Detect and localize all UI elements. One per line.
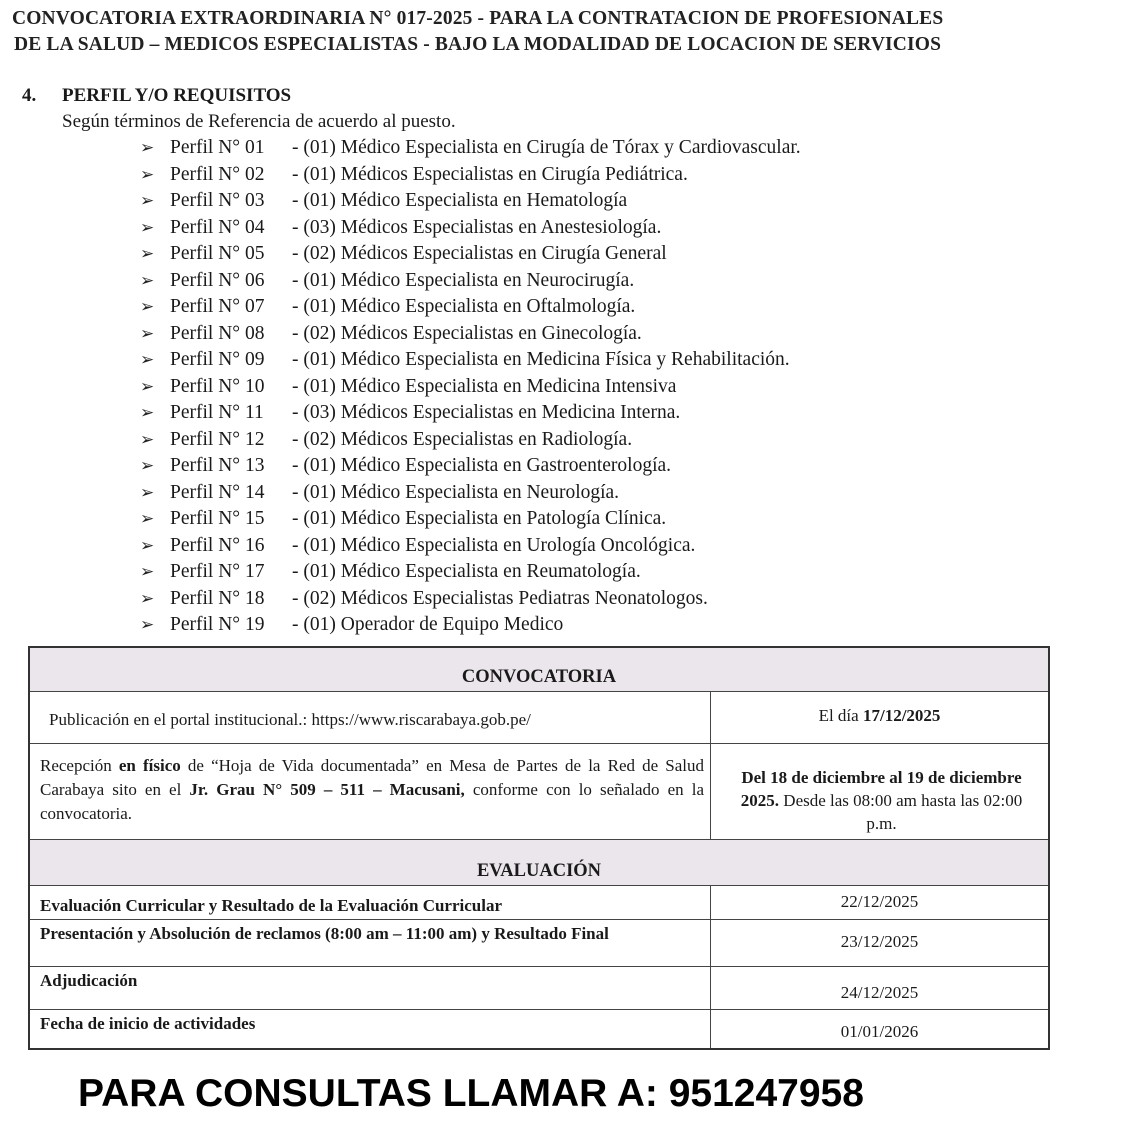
profile-number: Perfil N° 07	[170, 296, 265, 317]
evaluacion-header-label: EVALUACIÓN	[476, 861, 602, 881]
profile-text: - (01) Médico Especialista en Patología Clínica.	[292, 508, 667, 529]
recepcion-text-5: conforme con lo señalado en la convocatoria.	[40, 780, 704, 823]
table-row	[30, 886, 1048, 920]
publicacion-date-cell	[711, 692, 1048, 743]
profile-text: - (01) Médicos Especialistas en Cirugía Pediátrica.	[292, 163, 688, 185]
arrow-bullet-icon: ➢	[140, 482, 155, 503]
arrow-bullet-icon: ➢	[140, 217, 155, 238]
profile-number: Perfil N° 15	[170, 508, 265, 529]
evaluacion-label: Adjudicación	[30, 967, 711, 1009]
list-item	[140, 374, 801, 401]
profile-number: Perfil N° 16	[170, 534, 265, 556]
list-item	[140, 480, 801, 507]
profile-text: - (02) Médicos Especialistas en Cirugía General	[292, 243, 667, 264]
recepcion-address: Jr. Grau N° 509 – 511 – Macusani,	[189, 780, 465, 799]
table-row	[30, 920, 1048, 967]
profile-text: - (01) Médico Especialista en Medicina Intensiva	[292, 375, 677, 397]
recepcion-date-cell	[711, 744, 1048, 839]
publicacion-date: 17/12/2025	[862, 706, 941, 725]
arrow-bullet-icon: ➢	[140, 509, 155, 529]
profile-text: - (02) Médicos Especialistas Pediatras Neonatologos.	[292, 587, 708, 609]
list-item	[140, 453, 801, 480]
profile-number: Perfil N° 03	[170, 190, 265, 211]
profile-number: Perfil N° 05	[170, 243, 265, 264]
arrow-bullet-icon: ➢	[140, 138, 155, 158]
section-heading	[22, 85, 291, 107]
convocatoria-header-label: CONVOCATORIA	[461, 667, 617, 687]
profile-number: Perfil N° 14	[170, 481, 265, 503]
table-row	[30, 744, 1048, 840]
arrow-bullet-icon: ➢	[140, 562, 155, 582]
profile-number: Perfil N° 08	[170, 322, 265, 344]
profile-text: - (01) Médico Especialista en Reumatología.	[292, 561, 641, 582]
profile-text: - (01) Médico Especialista en Hematología	[292, 190, 628, 211]
profile-text: - (03) Médicos Especialistas en Anestesiología.	[292, 216, 662, 238]
profile-text: - (01) Médico Especialista en Neurología.	[292, 481, 620, 503]
profile-number: Perfil N° 02	[170, 163, 265, 185]
list-item	[140, 586, 801, 613]
list-item	[140, 135, 801, 162]
arrow-bullet-icon: ➢	[140, 323, 155, 344]
profile-number: Perfil N° 11	[170, 402, 264, 423]
profile-text: - (01) Médico Especialista en Medicina Física y Rehabilitación.	[292, 349, 790, 370]
list-item	[140, 268, 801, 295]
list-item	[140, 427, 801, 454]
profile-text: - (01) Médico Especialista en Oftalmología.	[292, 296, 636, 317]
profile-number: Perfil N° 19	[170, 614, 265, 635]
arrow-bullet-icon: ➢	[140, 429, 155, 450]
section-title: PERFIL Y/O REQUISITOS	[62, 85, 292, 106]
profile-number: Perfil N° 18	[170, 587, 265, 609]
profile-text: - (03) Médicos Especialistas en Medicina Interna.	[292, 402, 681, 423]
profile-number: Perfil N° 04	[170, 216, 265, 238]
arrow-bullet-icon: ➢	[140, 164, 155, 185]
profile-number: Perfil N° 13	[170, 455, 265, 476]
publicacion-label: Publicación en el portal institucional.: https://www.riscarabaya.gob.pe/	[30, 692, 711, 743]
profile-text: - (01) Operador de Equipo Medico	[292, 614, 564, 635]
evaluacion-label: Presentación y Absolución de reclamos (8:00 am – 11:00 am) y Resultado Final	[30, 920, 711, 966]
profile-number: Perfil N° 10	[170, 375, 265, 397]
evaluacion-label: Fecha de inicio de actividades	[30, 1010, 711, 1048]
profile-number: Perfil N° 17	[170, 561, 265, 582]
evaluacion-date: 24/12/2025	[840, 983, 919, 1002]
list-item	[140, 400, 801, 427]
schedule-table	[28, 646, 1050, 1050]
title-line-2: DE LA SALUD – MEDICOS ESPECIALISTAS - BAJO LA MODALIDAD DE LOCACION DE SERVICIOS	[14, 34, 942, 55]
profile-list	[140, 135, 801, 639]
profile-text: - (02) Médicos Especialistas en Ginecología.	[292, 322, 642, 344]
arrow-bullet-icon: ➢	[140, 350, 155, 370]
arrow-bullet-icon: ➢	[140, 535, 155, 556]
list-item	[140, 321, 801, 348]
publicacion-date-prefix: El día	[818, 706, 863, 725]
evaluacion-header	[30, 840, 1048, 886]
list-item	[140, 294, 801, 321]
profile-number: Perfil N° 06	[170, 269, 265, 291]
profile-text: - (01) Médico Especialista en Gastroenterología.	[292, 455, 672, 476]
recepcion-text-1: Recepción	[40, 756, 119, 775]
section-number: 4.	[22, 85, 37, 106]
list-item	[140, 215, 801, 242]
arrow-bullet-icon: ➢	[140, 376, 155, 397]
evaluacion-date: 23/12/2025	[840, 932, 919, 951]
profile-text: - (02) Médicos Especialistas en Radiología.	[292, 428, 633, 450]
arrow-bullet-icon: ➢	[140, 270, 155, 291]
table-row	[30, 1010, 1048, 1048]
contact-line: PARA CONSULTAS LLAMAR A: 951247958	[78, 1072, 864, 1115]
title-line-1: CONVOCATORIA EXTRAORDINARIA N° 017-2025 - PARA LA CONTRATACION DE PROFESIONALES	[12, 8, 944, 29]
evaluacion-label: Evaluación Curricular y Resultado de la Evaluación Curricular	[30, 886, 711, 919]
list-item	[140, 162, 801, 189]
convocatoria-header	[30, 648, 1048, 692]
arrow-bullet-icon: ➢	[140, 297, 155, 317]
profile-number: Perfil N° 09	[170, 349, 265, 370]
list-item	[140, 347, 801, 374]
evaluacion-date: 22/12/2025	[840, 892, 919, 911]
list-item	[140, 506, 801, 533]
list-item	[140, 533, 801, 560]
profile-text: - (01) Médico Especialista en Urología Oncológica.	[292, 534, 696, 556]
evaluacion-date: 01/01/2026	[840, 1022, 919, 1041]
recepcion-text-3: de “Hoja de Vida documentada” en Mesa de Partes de la Red de Salud Carabaya sito en el	[40, 756, 705, 799]
table-row	[30, 692, 1048, 744]
arrow-bullet-icon: ➢	[140, 191, 155, 211]
recepcion-label	[30, 744, 711, 839]
section-intro: Según términos de Referencia de acuerdo al puesto.	[62, 111, 456, 132]
profile-number: Perfil N° 12	[170, 428, 265, 450]
arrow-bullet-icon: ➢	[140, 615, 155, 635]
recepcion-date-range: Del 18 de diciembre al 19 de diciembre 2025.	[740, 768, 1022, 810]
arrow-bullet-icon: ➢	[140, 244, 155, 264]
table-row	[30, 967, 1048, 1010]
arrow-bullet-icon: ➢	[140, 403, 155, 423]
list-item	[140, 612, 801, 639]
document-title	[12, 6, 1122, 58]
recepcion-text-2: en físico	[118, 756, 181, 775]
profile-number: Perfil N° 01	[170, 137, 265, 158]
profile-text: - (01) Médico Especialista en Cirugía de Tórax y Cardiovascular.	[292, 137, 801, 158]
list-item	[140, 241, 801, 268]
arrow-bullet-icon: ➢	[140, 456, 155, 476]
arrow-bullet-icon: ➢	[140, 588, 155, 609]
recepcion-hours: Desde las 08:00 am hasta las 02:00 p.m.	[779, 791, 1023, 833]
profile-text: - (01) Médico Especialista en Neurocirugía.	[292, 269, 635, 291]
list-item	[140, 188, 801, 215]
list-item	[140, 559, 801, 586]
